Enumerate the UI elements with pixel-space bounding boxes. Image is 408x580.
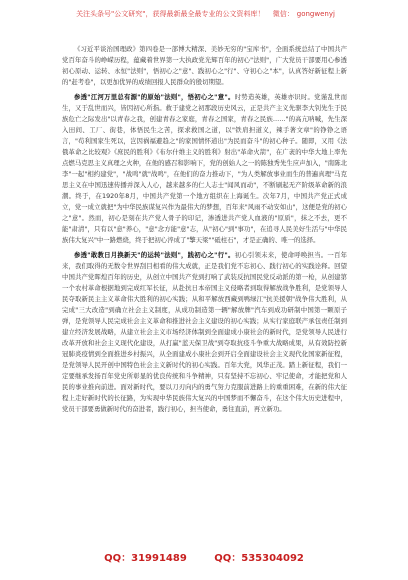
footer-qq-2: QQ：535304092 (214, 553, 304, 564)
header-banner (0, 10, 408, 19)
paragraph-intro (62, 44, 347, 88)
header-wechat-id: gongwenyj (296, 10, 335, 18)
paragraph-practice-heading: 参透"敢教日月换新天"的运转"法则"，践初心之"行"。 (74, 251, 235, 259)
paragraph-intro-text: 《习近平谈治国理政》第四卷是一部博大精深、美妙无穷的"宝库书"，全面系统总结了中国共产党百年奋斗的峥嵘历程，蕴藏着世界第一大执政党光辉百年的初心"法则"，广大党员干部要用心参透初心原动、运转、永恒"法则"，悟初心之"意"、践初心之"行"、守初心之"本"，认真答好新征程上新的"赶考卷"，以更加优异的成绩回报人民群众的殷切期望。 (62, 45, 347, 86)
footer-qq-1: QQ：31991489 (104, 553, 187, 564)
document-body (62, 44, 347, 415)
paragraph-origin-text: 时势造英雄，英雄亦识时。党谨乱世而生，又于乱世而兴，皆因初心所指。救于建党之初那段历史风云，正是共产主义先驱李大钊先生于民族危亡之际发出"以青春之我，创建青春之家庭，青春之国家，青春之民族……"的高亢呐喊，先生深入田间、工厂、街巷，体悟民生之苦，探求救国之道，以"铁肩担道义，辣手著文章"的铮铮之语言，"苟利国家生死以，岂因祸福避趋之"的家国情怀道出"为民而奋斗"的初心种子。随即，又用《法俄革命之比较观》《庶民的胜利》《布尔什维主义的胜利》射出"革命火箭"，在广袤的中华大地上率先点燃马克思主义真理之火种，在他的感召和影响下，党的创始人之一的陈独秀先生应声加入，"南陈北李"一起"相约建党"，"战鸣"就"战鸣"，在他们的奋力推动下，"为人类解放事业而生的普遍真理"马克思主义在中国迅速传播并深入人心，越来越多的仁人志士"闻风而动"，不断刷起无产阶级革命新的浪潮。终于，在1920年8月，中国共产党第一个地方组织在上海诞生。次年7月，中国共产党正式成立，党一成立就把"为中华民族谋复兴作为最伟大的梦想，百年来"风雨不动安如山"，这便是党的初心之"意"。然而，初心是刻在共产党人骨子的印记，渗透进共产党人血液的"原质"，抹之不去，更不能"肃清"，只有以"意"养心，"意"念方能"意"志，从"初心"到"事功"，在追寻人民美好生活与"中华民族伟大复兴"中一路燃烧，终于把初心淬成了"擎天梁""砥柱石"，才是正确的、唯一的选择。 (62, 93, 348, 244)
header-promo-text: 关注头条号"公文研究"，获得最新最全最专业的公文资料库！ (76, 10, 265, 18)
header-wechat-label: 微信： (272, 10, 294, 18)
paragraph-origin-heading: 参透"江河万里总有源"的原始"法则"，悟初心之"意"。 (74, 93, 235, 101)
paragraph-practice-text: 初心引领未来，使命呼唤担当。一百年来，我们取得的无数令世界刮目相看的伟大成就，正是我们党不忘初心、践行初心的实践诠释。回望中国共产党晖煌百年的历史，从创立中国共产党到打响了武装反抗国民党反动派的第一枪，从创建第一个农村革命根据地到完成红军长征，从赴抗日本帝国主义侵略者到取得解放战争胜利，是党领导人民夺取新民主主义革命伟大胜利的初心实践；从和平解放西藏到鸭绿江"抗美援朝"战争伟大胜利，从完成"三大改造"到确立社会主义制度，从成功制造第一辆"解放牌"汽车到成功研制中国第一颗原子弹，是党领导人民完成社会主义革命和推进社会主义建设的初心实践；从实行家庭联产承包责任制到建立经济发展战略，从建立社会主义市场经济体制到全面建成小康社会的新时代，是党领导人民进行改革开放和社会主义现代化建设，从打赢"蓝天保卫战"到夺取抗疫斗争重大战略成果，从有效防控新冠肺炎疫情到全面推进乡村振兴，从全面建成小康社会到开启全面建设社会主义现代化国家新征程，是党领导人民开创中国特色社会主义新时代的初心实践。百年大党，风华正茂。踏上新征程，我们一定要继承发扬百年党史所彰显的优良传统和斗争精神，只有坚持不忘初心、牢记使命，才能把党和人民的事业推向前进。面对新时代，要以刀刃向内的勇气努力克服前进路上的重重困难，在新的伟大征程上走好新时代的长征路，为实现中华民族伟大复兴的中国梦而不懈奋斗，在这个伟大历史进程中，党员干部要勇做新时代的奋进者，践行初心，担当使命，勇往直前，再立新功。 (62, 251, 348, 413)
footer-contacts (0, 549, 408, 564)
paragraph-practice (62, 250, 347, 415)
paragraph-origin (62, 92, 347, 246)
